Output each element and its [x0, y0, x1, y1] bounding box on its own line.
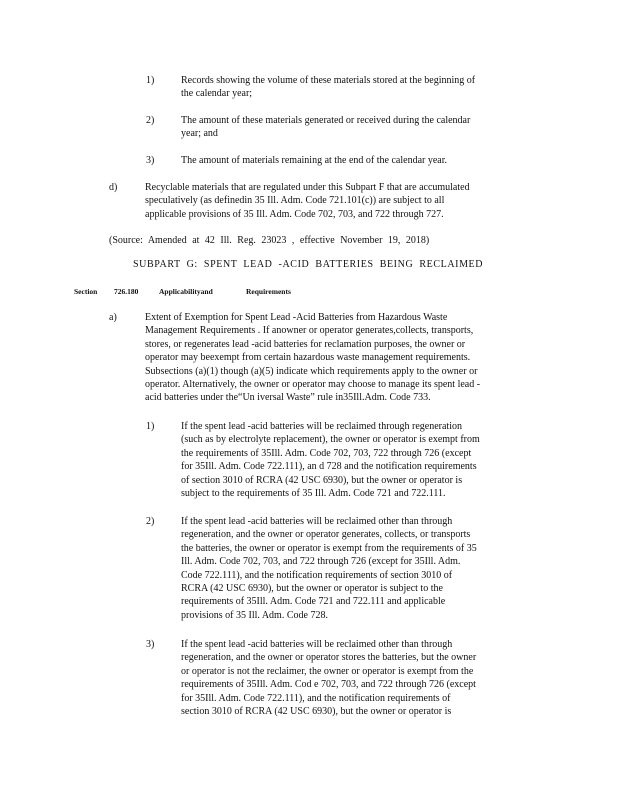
text-line: (such as by electrolyte replacement), the owner or operator is exempt from [181, 434, 480, 446]
list-item-text [181, 420, 545, 500]
text-line: the batteries, the owner or operator is exempt from the requirements of 35 [181, 542, 477, 554]
text-line: operator may beexempt from certain hazardous waste management requirements. [145, 352, 471, 364]
text-line: requirements of 35Ill. Adm. Code 721 and 722.111 and applicable [181, 596, 446, 608]
text-line: requirements of 35Ill. Adm. Cod e 702, 703, and 722 through 726 (except [181, 679, 476, 691]
subpart-heading: SUBPART G: SPENT LEAD -ACID BATTERIES BEING RECLAIMED [133, 259, 484, 270]
text-line: the requirements of 35Ill. Adm. Code 702, 703, 722 through 726 (except [181, 447, 472, 459]
text-line: The amount of these materials generated or received during the calendar [181, 115, 471, 126]
item-number: 1) [146, 421, 155, 432]
item-number: a) [109, 312, 117, 323]
text-line: RCRA (42 USC 6930), but the owner or operator is subject to the [181, 583, 443, 595]
text-line: Extent of Exemption for Spent Lead -Acid Batteries from Hazardous Waste [145, 312, 448, 323]
text-line: Code 722.111), and the notification requirements of section 3010 of [181, 569, 453, 581]
text-line: If the spent lead -acid batteries will be reclaimed other than through [181, 516, 453, 527]
item-number: 3) [146, 639, 155, 650]
item-number: 2) [146, 516, 155, 527]
text-line: section 3010 of RCRA (42 USC 6930), but the owner or operator is [181, 706, 452, 718]
list-item-text [145, 311, 545, 405]
section-number: 726.180 [114, 287, 139, 296]
section-title-2: Requirements [246, 287, 291, 296]
text-line: acid batteries under the“Un iversal Waste” rule in35Ill.Adm. Code 733. [145, 392, 431, 404]
text-line: year; and [181, 128, 218, 140]
text-line: stores, or regenerates lead -acid batteries for reclamation purposes, the owner or [145, 338, 466, 350]
list-item-text [181, 515, 545, 622]
list-item-text [181, 114, 526, 141]
item-number: 1) [146, 75, 155, 86]
text-line: or operator is not the reclaimer, the owner or operator is exempt from the [181, 665, 474, 677]
text-line: If the spent lead -acid batteries will be reclaimed other than through [181, 639, 453, 650]
list-item-text [181, 74, 535, 101]
item-number: d) [109, 182, 118, 193]
text-line: Records showing the volume of these materials stored at the beginning of [181, 75, 476, 86]
list-item-text [181, 638, 545, 718]
section-title: Applicabilityand [159, 287, 213, 296]
text-line: for 35Ill. Adm. Code 722.111), and the notification requirements of [181, 692, 451, 704]
text-line: regeneration, and the owner or operator stores the batteries, but the owner [181, 652, 477, 664]
text-line: The amount of materials remaining at the end of the calendar year. [181, 155, 448, 166]
text-line: the calendar year; [181, 88, 253, 100]
text-line: Recyclable materials that are regulated under this Subpart F that are accumulated [145, 182, 470, 193]
section-label: Section [74, 287, 98, 296]
text-line: provisions of 35 Ill. Adm. Code 728. [181, 609, 328, 621]
source-note: (Source: Amended at 42 Ill. Reg. 23023 , effective November 19, 2018) [109, 235, 430, 246]
text-line: Management Requirements . If anowner or operator generates,collects, transports, [145, 325, 474, 337]
list-item-text [145, 181, 527, 221]
text-line: operator. Alternatively, the owner or operator may choose to manage its spent lead - [145, 379, 481, 391]
text-line: Subsections (a)(1) though (a)(5) indicate which requirements apply to the owner or [145, 365, 478, 377]
text-line: speculatively (as definedin 35 Ill. Adm. Code 721.101(c)) are subject to all [145, 195, 445, 207]
text-line: If the spent lead -acid batteries will be reclaimed through regeneration [181, 421, 462, 432]
text-line: regeneration, and the owner or operator generates, collects, or transports [181, 529, 471, 541]
text-line: applicable provisions of 35 Ill. Adm. Code 702, 703, and 722 through 727. [145, 208, 444, 220]
text-line: subject to the requirements of 35 Ill. Adm. Code 721 and 722.111. [181, 488, 446, 500]
item-number: 3) [146, 155, 155, 166]
text-line: of section 3010 of RCRA (42 USC 6930), but the owner or operator is [181, 474, 463, 486]
text-line: for 35Ill. Adm. Code 722.111), an d 728 and the notification requirements [181, 461, 477, 473]
item-number: 2) [146, 115, 155, 126]
text-line: Ill. Adm. Code 702, 703, and 722 through 726 (except for 35Ill. Adm. [181, 556, 461, 568]
list-item-text [181, 154, 526, 167]
